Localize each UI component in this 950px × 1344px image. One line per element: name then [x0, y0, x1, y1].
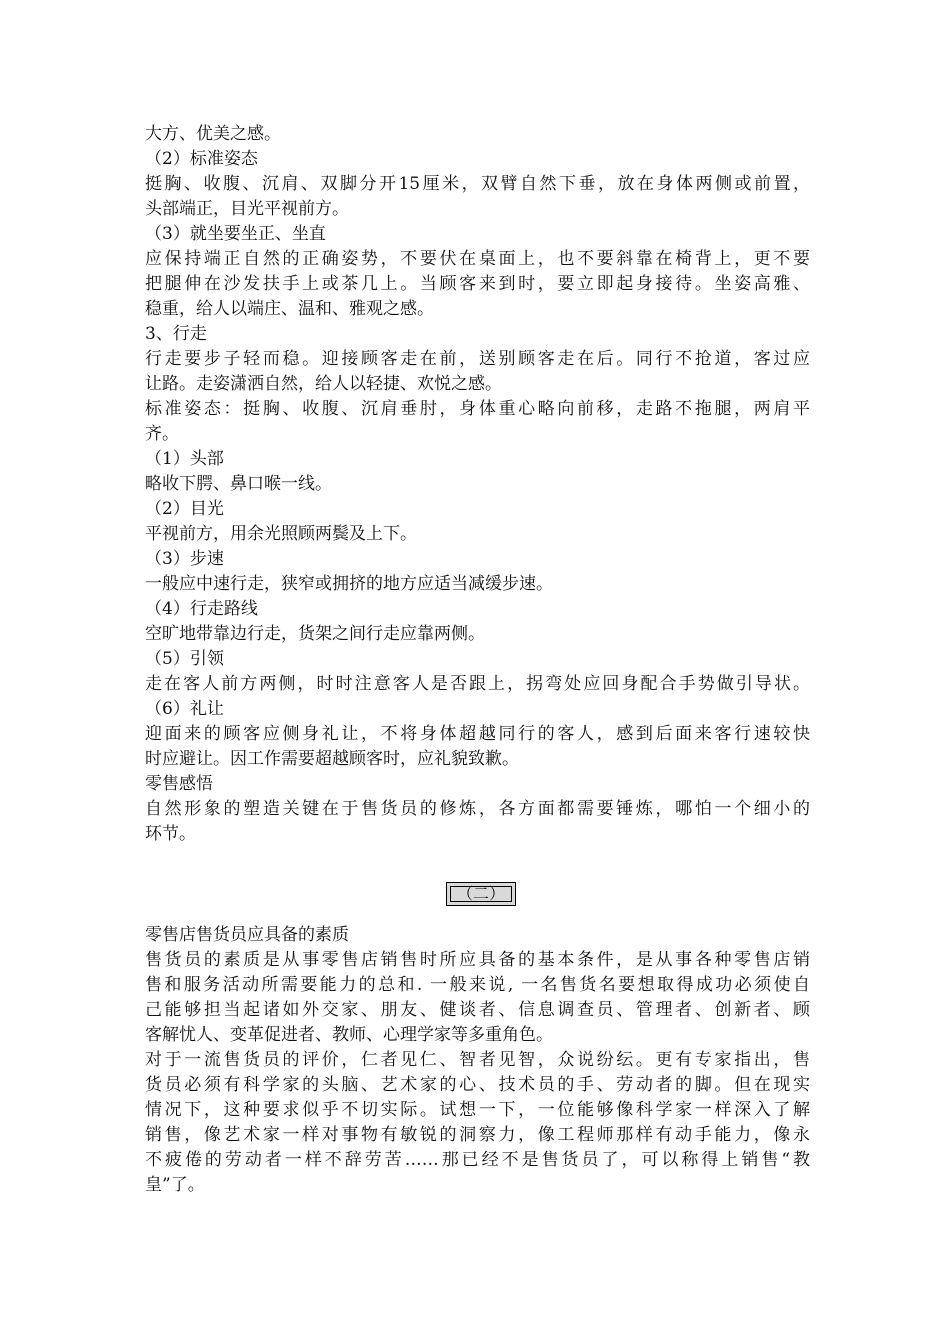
paragraph-line: 售和服务活动所需要能力的总和. 一般来说, 一名售货名要想取得成功必须使自: [145, 975, 810, 995]
paragraph-line: 不疲倦的劳动者一样不辞劳苦……那已经不是售货员了，可以称得上销售“教: [145, 1150, 810, 1170]
paragraph-line: 情况下，这种要求似乎不切实际。试想一下，一位能够像科学家一样深入了解: [145, 1100, 810, 1120]
paragraph-line: 略收下腭、鼻口喉一线。: [145, 474, 332, 494]
paragraph-line: 客解忧人、变革促进者、教师、心理学家等多重角色。: [145, 1025, 553, 1045]
paragraph-line: 让路。走姿潇洒自然，给人以轻捷、欢悦之感。: [145, 374, 502, 394]
paragraph-line: 时应避让。因工作需要超越顾客时，应礼貌致歉。: [145, 749, 519, 769]
paragraph-line: 齐。: [145, 424, 179, 444]
subheading: （3）就坐要坐正、坐直: [145, 224, 326, 244]
paragraph-line: 己能够担当起诸如外交家、朋友、健谈者、信息调查员、管理者、创新者、顾: [145, 1000, 810, 1020]
subheading: （5）引领: [145, 649, 224, 669]
paragraph-line: 稳重，给人以端庄、温和、雅观之感。: [145, 299, 434, 319]
paragraph-line: 平视前方，用余光照顾两鬓及上下。: [145, 524, 417, 544]
paragraph-line: 行走要步子轻而稳。迎接顾客走在前，送别顾客走在后。同行不抢道，客过应: [145, 349, 810, 369]
paragraph-line: 销售，像艺术家一样对事物有敏锐的洞察力，像工程师那样有动手能力，像永: [145, 1125, 810, 1145]
paragraph-line: 货员必须有科学家的头脑、艺术家的心、技术员的手、劳动者的脚。但在现实: [145, 1075, 810, 1095]
paragraph-line: 售货员的素质是从事零售店销售时所应具备的基本条件，是从事各种零售店销: [145, 950, 810, 970]
section-divider: [145, 877, 810, 923]
section-heading: 3、行走: [145, 324, 207, 344]
paragraph-line: 标准姿态：挺胸、收腹、沉肩垂肘，身体重心略向前移，走路不拖腿，两肩平: [145, 399, 810, 419]
paragraph-line: 空旷地带靠边行走，货架之间行走应靠两侧。: [145, 624, 485, 644]
paragraph-line: 一般应中速行走，狭窄或拥挤的地方应适当减缓步速。: [145, 574, 553, 594]
paragraph-line: 挺胸、收腹、沉肩、双脚分开15厘米，双臂自然下垂，放在身体两侧或前置，: [145, 174, 810, 194]
subheading: （2）标准姿态: [145, 149, 258, 169]
paragraph-line: 应保持端正自然的正确姿势，不要伏在桌面上，也不要斜靠在椅背上，更不要: [145, 249, 810, 269]
paragraph-line: 对于一流售货员的评价，仁者见仁、智者见智，众说纷纭。更有专家指出，售: [145, 1050, 810, 1070]
paragraph-line: 环节。: [145, 824, 196, 844]
subheading: （2）目光: [145, 499, 224, 519]
paragraph-line: 自然形象的塑造关键在于售货员的修炼，各方面都需要锤炼，哪怕一个细小的: [145, 799, 810, 819]
subheading: （4）行走路线: [145, 599, 258, 619]
section-heading: 零售感悟: [145, 774, 213, 794]
paragraph-line: 大方、优美之感。: [145, 124, 281, 144]
subheading: （1）头部: [145, 449, 224, 469]
subheading: （3）步速: [145, 549, 224, 569]
paragraph-line: 走在客人前方两侧，时时注意客人是否跟上，拐弯处应回身配合手势做引导状。: [145, 674, 810, 694]
section-heading: 零售店售货员应具备的素质: [145, 925, 349, 945]
document-page: [145, 122, 810, 1198]
paragraph-line: 头部端正，目光平视前方。: [145, 199, 349, 219]
subheading: （6）礼让: [145, 699, 224, 719]
section-label-box: （二）: [446, 882, 516, 906]
paragraph-line: 把腿伸在沙发扶手上或茶几上。当顾客来到时，要立即起身接待。坐姿高雅、: [145, 274, 810, 294]
blank-space: [145, 847, 810, 877]
paragraph-line: 皇”了。: [145, 1175, 205, 1195]
paragraph-line: 迎面来的顾客应侧身礼让，不将身体超越同行的客人，感到后面来客行速较快: [145, 724, 810, 744]
